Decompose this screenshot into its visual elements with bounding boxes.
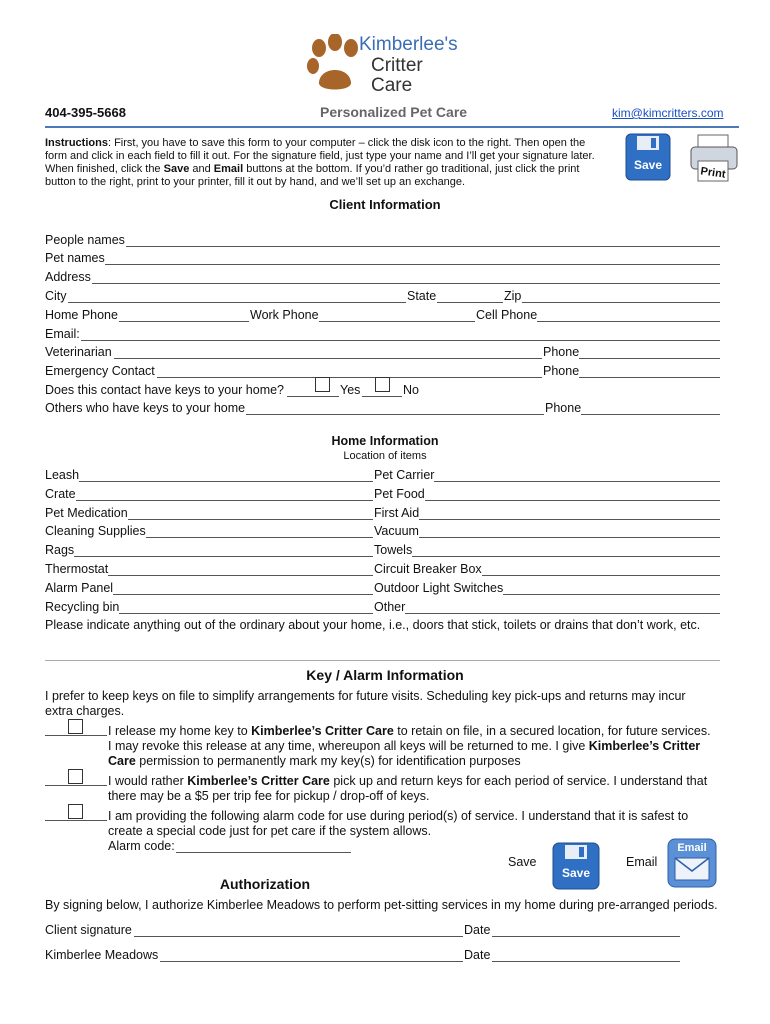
home-item-field[interactable] bbox=[108, 562, 373, 576]
home-item-label: Other bbox=[374, 600, 406, 614]
key-option2-text: I would rather Kimberlee’s Critter Care pick up and return keys for each period of service. I understand that there may be a $5 per trip fee for pickup / drop-off of keys. bbox=[108, 774, 708, 803]
kimberlee-signature-field[interactable] bbox=[160, 948, 463, 962]
key-alarm-title: Key / Alarm Information bbox=[306, 667, 464, 683]
logo-line3: Care bbox=[371, 75, 413, 96]
home-item-label: Thermostat bbox=[45, 562, 109, 576]
home-item-label: Rags bbox=[45, 543, 75, 557]
authorization-text: By signing below, I authorize Kimberlee Meadows to perform pet-sitting services in my home during pre-arranged periods. bbox=[45, 898, 718, 912]
ordinary-note-field[interactable] bbox=[45, 647, 720, 661]
logo-line2: Critter bbox=[371, 55, 423, 76]
state-field[interactable] bbox=[437, 289, 503, 303]
client-info-title: Client Information bbox=[329, 197, 441, 212]
email-field[interactable] bbox=[81, 327, 720, 341]
kimberlee-date-label: Date bbox=[464, 948, 491, 962]
city-field[interactable] bbox=[68, 289, 406, 303]
home-info-subtitle: Location of items bbox=[343, 450, 427, 462]
home-item-field[interactable] bbox=[412, 543, 720, 557]
emergency-contact-label: Emergency Contact bbox=[45, 364, 155, 378]
client-signature-label: Client signature bbox=[45, 923, 132, 937]
home-item-label: Outdoor Light Switches bbox=[374, 581, 504, 595]
address-field[interactable] bbox=[92, 270, 720, 284]
address-label: Address bbox=[45, 270, 91, 284]
home-item-label: Recycling bin bbox=[45, 600, 120, 614]
logo bbox=[305, 30, 475, 100]
ordinary-note: Please indicate anything out of the ordinary about your home, i.e., doors that stick, toilets or drains that don’t work, etc. bbox=[45, 618, 701, 632]
authorization-title: Authorization bbox=[219, 876, 311, 892]
work-phone-label: Work Phone bbox=[250, 308, 319, 322]
home-item-field[interactable] bbox=[425, 487, 720, 501]
key-option3-text: I am providing the following alarm code for use during period(s) of service. I understand that it is safest to create a special code just for pet care if the system allows. bbox=[108, 809, 689, 838]
home-item-field[interactable] bbox=[113, 581, 373, 595]
home-item-label: Pet Medication bbox=[45, 506, 128, 520]
emergency-phone-field[interactable] bbox=[579, 364, 720, 378]
cell-phone-field[interactable] bbox=[537, 308, 720, 322]
home-item-label: Vacuum bbox=[374, 524, 419, 538]
city-label: City bbox=[45, 289, 67, 303]
home-item-field[interactable] bbox=[146, 524, 373, 538]
keys-intro: I prefer to keep keys on file to simplify arrangements for future visits. Scheduling key pick-ups and returns may incur extra charges. bbox=[45, 689, 686, 718]
veterinarian-label: Veterinarian bbox=[45, 345, 112, 359]
veterinarian-field[interactable] bbox=[114, 345, 542, 359]
others-keys-field[interactable] bbox=[246, 401, 544, 415]
cell-phone-label: Cell Phone bbox=[476, 308, 538, 322]
print-button[interactable]: Print bbox=[688, 133, 740, 185]
home-info-title: Home Information bbox=[331, 434, 439, 448]
alarm-code-field[interactable] bbox=[176, 839, 351, 853]
home-item-field[interactable] bbox=[119, 600, 373, 614]
home-item-label: Circuit Breaker Box bbox=[374, 562, 482, 576]
kimberlee-label: Kimberlee Meadows bbox=[45, 948, 159, 962]
home-item-label: Pet Food bbox=[374, 487, 425, 501]
others-keys-label: Others who have keys to your home bbox=[45, 401, 246, 415]
tagline: Personalized Pet Care bbox=[320, 104, 468, 120]
keys-yes-checkbox[interactable] bbox=[315, 377, 330, 392]
home-item-label: Cleaning Supplies bbox=[45, 524, 146, 538]
instructions: Instructions: First, you have to save this form to your computer – click the disk icon to the right. Then open the form and click in each field to fill it out. For the signature field, just type your name and I’ll get your signature later. When finished, click the Save and Email buttons at the bottom. If you’d rather go traditional, just click the print button to the right, print to your printer, fill it out by hand, and we’ll set up an exchange. bbox=[45, 137, 595, 188]
home-item-label: Leash bbox=[45, 468, 80, 482]
home-item-field[interactable] bbox=[434, 468, 720, 482]
pet-names-field[interactable] bbox=[105, 251, 720, 265]
logo-line1: Kimberlee's bbox=[359, 34, 458, 55]
floppy-disk-icon bbox=[625, 133, 671, 181]
zip-label: Zip bbox=[504, 289, 522, 303]
client-date-field[interactable] bbox=[492, 923, 680, 937]
phone-number: 404-395-5668 bbox=[45, 105, 126, 120]
email-label: Email bbox=[626, 855, 658, 869]
home-phone-field[interactable] bbox=[119, 308, 249, 322]
home-item-label: Alarm Panel bbox=[45, 581, 114, 595]
alarm-code-label: Alarm code: bbox=[108, 839, 175, 853]
keys-no-checkbox[interactable] bbox=[375, 377, 390, 392]
home-item-field[interactable] bbox=[79, 468, 373, 482]
home-item-label: First Aid bbox=[374, 506, 420, 520]
home-item-field[interactable] bbox=[76, 487, 373, 501]
emergency-contact-field[interactable] bbox=[157, 364, 542, 378]
home-phone-label: Home Phone bbox=[45, 308, 118, 322]
people-names-field[interactable] bbox=[126, 233, 720, 247]
vet-phone-field[interactable] bbox=[579, 345, 720, 359]
pet-names-label: Pet names bbox=[45, 251, 105, 265]
zip-field[interactable] bbox=[522, 289, 720, 303]
keys-yes-label: Yes bbox=[340, 383, 361, 397]
work-phone-field[interactable] bbox=[319, 308, 475, 322]
home-item-field[interactable] bbox=[503, 581, 720, 595]
kimberlee-date-field[interactable] bbox=[492, 948, 680, 962]
vet-phone-label: Phone bbox=[543, 345, 580, 359]
others-phone-label: Phone bbox=[545, 401, 582, 415]
email-label: Email: bbox=[45, 327, 80, 341]
key-option1-checkbox[interactable] bbox=[68, 719, 83, 734]
save-label: Save bbox=[508, 855, 537, 869]
key-option3-checkbox[interactable] bbox=[68, 804, 83, 819]
key-option1-text: I release my home key to Kimberlee’s Critter Care to retain on file, in a secured location, for future services. I may revoke this release at any time, whereupon all keys will be returned to me. I give Kimberlee’s Critter Care permission to permanently mark my key(s) for identification purposes bbox=[108, 724, 711, 768]
instructions-label: Instructions bbox=[45, 137, 108, 149]
home-item-label: Pet Carrier bbox=[374, 468, 435, 482]
home-item-label: Crate bbox=[45, 487, 76, 501]
home-item-field[interactable] bbox=[128, 506, 373, 520]
keys-yes-underline bbox=[287, 383, 339, 397]
keys-question-label: Does this contact have keys to your home? bbox=[45, 383, 285, 397]
home-item-label: Towels bbox=[374, 543, 413, 557]
keys-no-label: No bbox=[403, 383, 419, 397]
home-item-field[interactable] bbox=[419, 524, 720, 538]
client-date-label: Date bbox=[464, 923, 491, 937]
email-button[interactable]: Email bbox=[667, 838, 717, 888]
emergency-phone-label: Phone bbox=[543, 364, 580, 378]
header-rule bbox=[45, 126, 739, 128]
people-names-label: People names bbox=[45, 233, 125, 247]
key-option2-checkbox[interactable] bbox=[68, 769, 83, 784]
email-link[interactable]: kim@kimcritters.com bbox=[612, 106, 724, 120]
state-label: State bbox=[407, 289, 437, 303]
save-disk-button-top[interactable]: Save bbox=[625, 133, 671, 181]
home-item-field[interactable] bbox=[74, 543, 373, 557]
home-item-field[interactable] bbox=[405, 600, 720, 614]
client-signature-field[interactable] bbox=[134, 923, 463, 937]
others-phone-field[interactable] bbox=[581, 401, 720, 415]
paw-icon bbox=[305, 34, 365, 96]
home-item-field[interactable] bbox=[482, 562, 720, 576]
save-button[interactable]: Save bbox=[552, 842, 600, 890]
home-item-field[interactable] bbox=[419, 506, 720, 520]
